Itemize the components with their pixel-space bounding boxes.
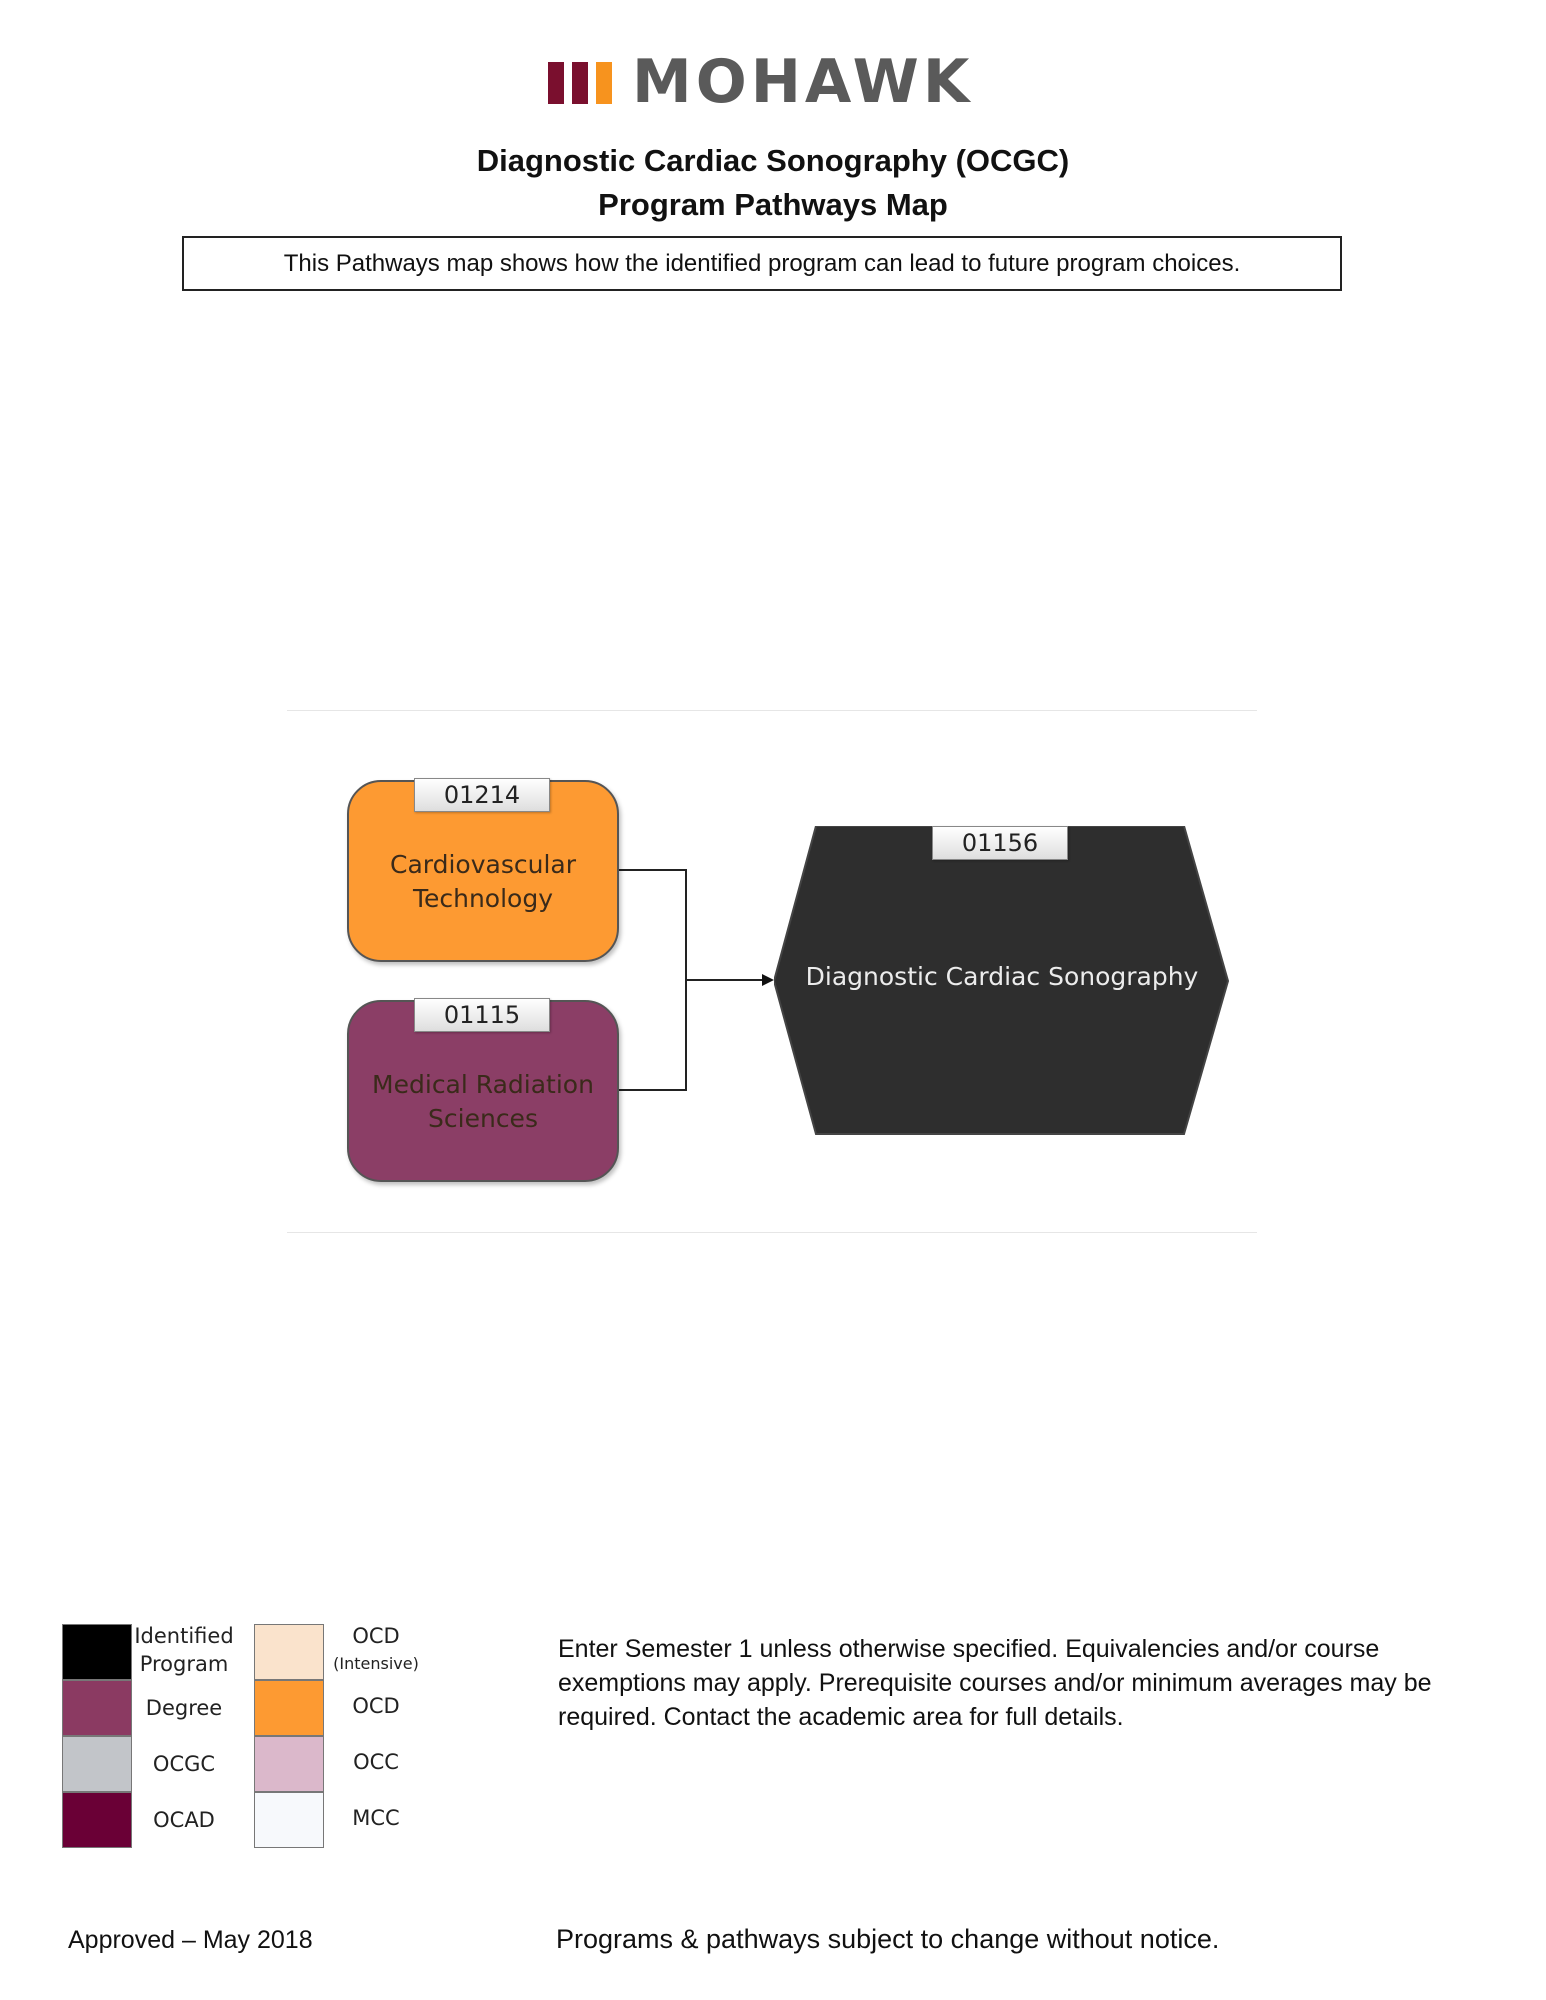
identified-program-node [774,826,1230,1136]
legend-label: MCC [352,1806,400,1830]
legend-swatch-ocd [254,1680,324,1736]
page-subtitle: Program Pathways Map [598,187,948,222]
program-code-badge: 01214 [414,778,550,812]
program-node-label-line: Sciences [428,1104,538,1133]
program-node-label-line: Cardiovascular [390,850,576,879]
program-node-label-line: Technology [412,884,554,913]
disclaimer: Programs & pathways subject to change without notice. [556,1924,1220,1954]
legend-label: Degree [145,1696,223,1720]
legend-label: OCC [353,1750,399,1774]
legend-swatch-mcc [254,1792,324,1848]
page-title: Diagnostic Cardiac Sonography (OCGC) [476,143,1070,178]
legend-label-line: Program [139,1652,229,1676]
program-code-badge: 01156 [932,826,1068,860]
legend-swatch-ocd-intensive [254,1624,324,1680]
legend-swatch-identified-program [62,1624,132,1680]
program-node-label-line: Medical Radiation [372,1070,594,1099]
legend-swatch-occ [254,1736,324,1792]
legend-label: OCGC [152,1752,216,1776]
legend-label: OCAD [153,1808,215,1832]
intro-box: This Pathways map shows how the identified program can lead to future program choices. [182,236,1342,291]
legend-label-line: OCD [352,1624,400,1648]
legend-label-line: Identified [134,1624,234,1648]
logo-wordmark: MOHAWK [632,47,974,117]
approval-date: Approved – May 2018 [68,1926,313,1954]
legend-label [328,1622,424,1678]
connector-line-top [619,870,686,980]
legend-swatch-ocgc [62,1736,132,1792]
legend-swatch-degree [62,1680,132,1736]
connector-line-bottom [619,980,686,1090]
color-legend [52,1600,432,1876]
legend-label: OCD [352,1694,400,1718]
program-node-label [349,1068,617,1136]
identified-program-label: Diagnostic Cardiac Sonography [805,962,1199,991]
legend-swatch-ocad [62,1792,132,1848]
program-code-badge: 01115 [414,998,550,1032]
legend-label [134,1622,234,1678]
legend-label-line: (Intensive) [333,1654,419,1673]
entry-note: Enter Semester 1 unless otherwise specified. Equivalencies and/or course exemptions may apply. Prerequisite courses and/or minimum averages may be required. Contact the academic area for full details. [558,1635,1432,1731]
program-node-label [349,848,617,916]
